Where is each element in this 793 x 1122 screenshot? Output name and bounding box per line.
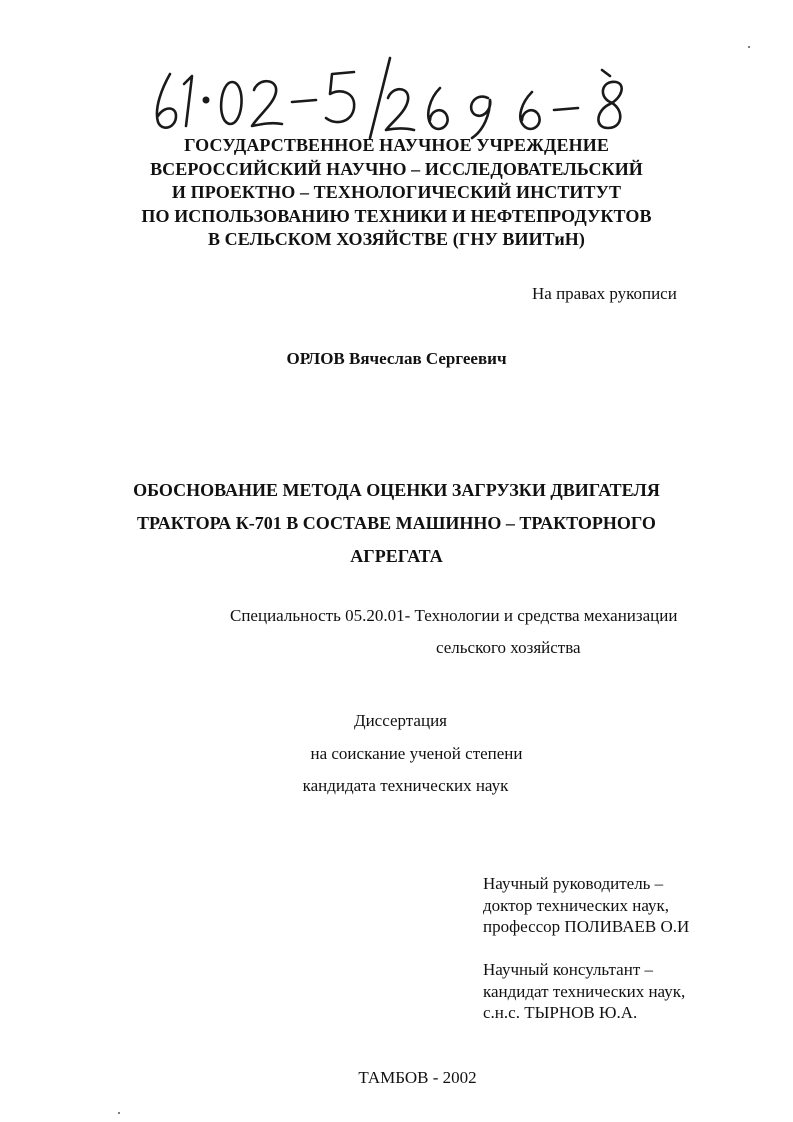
dissertation-degree-block — [0, 705, 793, 803]
consultant-line: кандидат технических наук, — [483, 981, 686, 1001]
handwritten-archive-code — [140, 52, 660, 140]
dissertation-line: на соискание ученой степени — [310, 743, 523, 763]
specialty-line-continued: сельского хозяйства — [436, 638, 581, 657]
manuscript-note: На правах рукописи — [532, 284, 677, 303]
institution-line: В СЕЛЬСКОМ ХОЗЯЙСТВЕ (ГНУ ВИИТиН) — [207, 229, 586, 249]
author-name: ОРЛОВ Вячеслав Сергеевич — [286, 349, 507, 368]
advisor-line: Научный руководитель – — [483, 874, 664, 893]
consultant-line: Научный консультант – — [483, 960, 653, 979]
institution-line: ПО ИСПОЛЬЗОВАНИЮ ТЕХНИКИ И НЕФТЕПРОДУКТОВ — [141, 205, 652, 226]
advisor-line: профессор ПОЛИВАЕВ О.И — [483, 917, 690, 936]
institution-line: ГОСУДАРСТВЕННОЕ НАУЧНОЕ УЧРЕЖДЕНИЕ — [184, 135, 609, 155]
institution-header — [0, 134, 793, 252]
advisor-line: доктор технических наук, — [483, 895, 670, 915]
title-line: ОБОСНОВАНИЕ МЕТОДА ОЦЕНКИ ЗАГРУЗКИ ДВИГАТЕЛЯ — [133, 480, 660, 500]
title-line: ТРАКТОРА К-701 В СОСТАВЕ МАШИННО – ТРАКТОРНОГО — [137, 513, 656, 533]
institution-line: ВСЕРОССИЙСКИЙ НАУЧНО – ИССЛЕДОВАТЕЛЬСКИЙ — [150, 158, 643, 179]
scan-speck — [118, 1112, 120, 1114]
title-line: АГРЕГАТА — [350, 546, 443, 566]
institution-line: И ПРОЕКТНО – ТЕХНОЛОГИЧЕСКИЙ ИНСТИТУТ — [171, 182, 622, 202]
dissertation-title — [0, 474, 793, 573]
dissertation-line: кандидата технических наук — [302, 776, 509, 795]
dissertation-line: Диссертация — [353, 711, 447, 730]
scientific-consultant — [483, 959, 685, 1024]
scan-speck — [748, 46, 750, 48]
scientific-advisor — [483, 873, 689, 938]
specialty-line: Специальность 05.20.01- Технологии и средства механизации — [230, 606, 678, 625]
city-and-year: ТАМБОВ - 2002 — [358, 1068, 477, 1087]
consultant-line: с.н.с. ТЫРНОВ Ю.А. — [483, 1003, 638, 1022]
